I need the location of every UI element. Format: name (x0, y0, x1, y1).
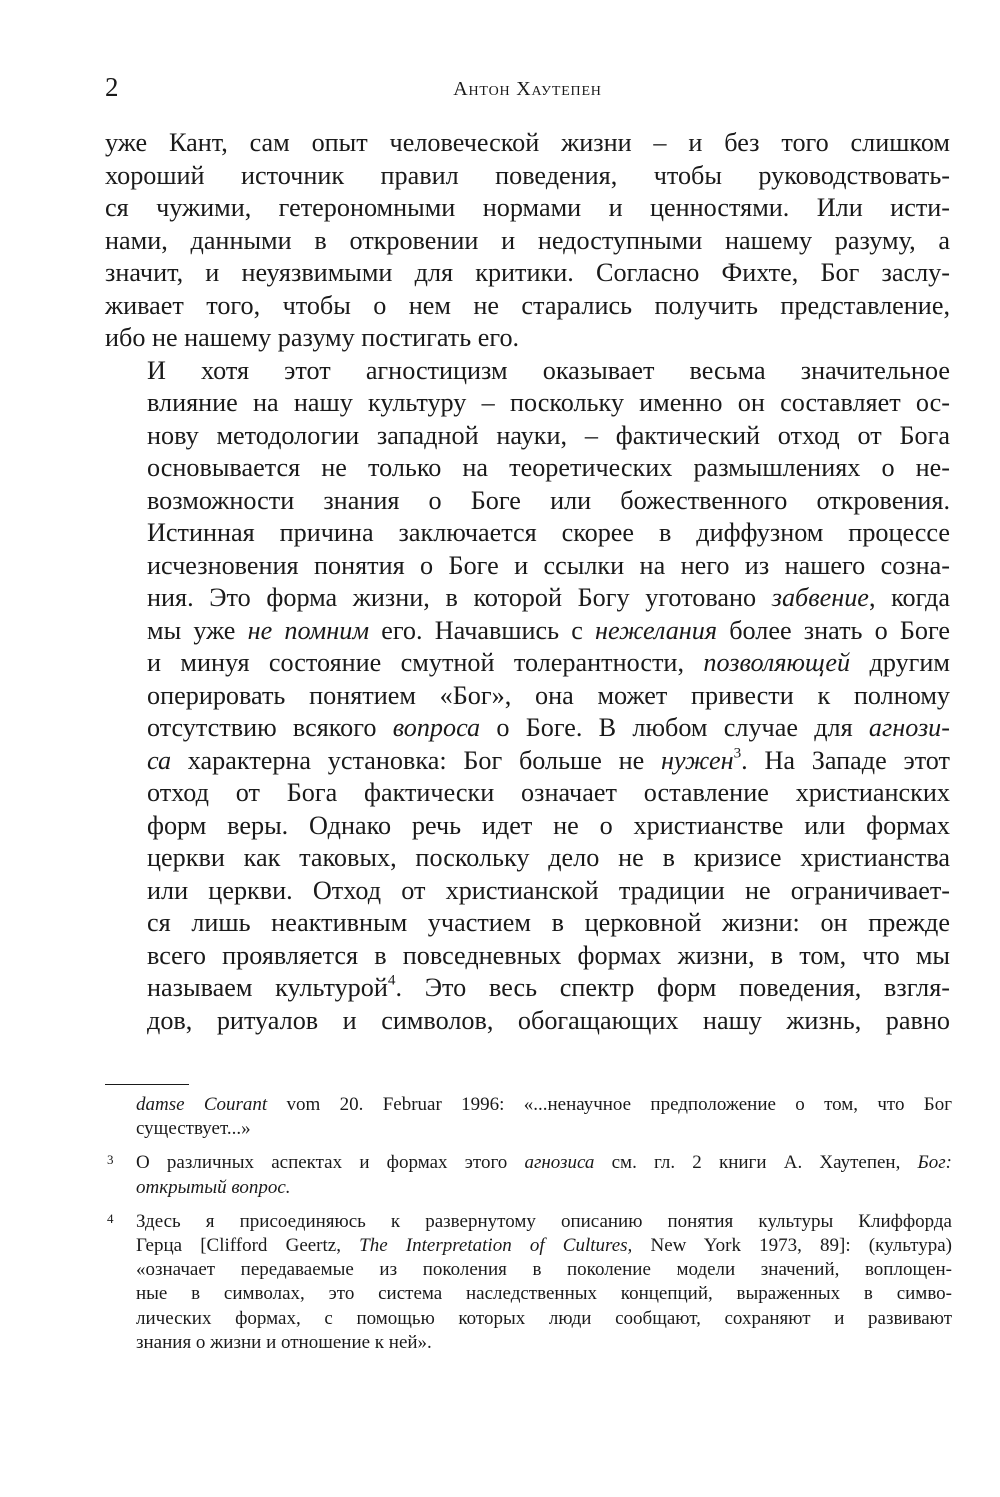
text-line: отход от Бога фактически означает оставление христианских (147, 778, 950, 807)
footnote-ref-3[interactable]: 3 (733, 744, 742, 762)
text-line: ся чужими, гетерономными нормами и ценностями. Или исти- (105, 193, 950, 222)
text-line: основывается не только на теоретических размышлениях о не- (147, 453, 950, 482)
italic-term: са (147, 745, 172, 775)
footnote-separator (105, 1084, 189, 1085)
text-run: О различных аспектах и формах этого (136, 1152, 525, 1174)
footnote-4 (105, 1210, 952, 1355)
text-run: мы уже (147, 615, 248, 645)
text-line: нову методологии западной науки, – фактический отход от Бога (147, 420, 950, 450)
footnote-line: «означает передаваемые из поколения в поколение модели значений, воплощен- (136, 1259, 952, 1281)
text-run: vom 20. Februar 1996: «...ненаучное предположение о том, что Бог (267, 1094, 952, 1115)
text-line (105, 972, 950, 1005)
italic-term: забвение (771, 583, 869, 612)
footnote-line (136, 1176, 952, 1200)
text-line: И хотя этот агностицизм оказывает весьма значительное (147, 355, 950, 385)
italic-term: открытый вопрос. (136, 1176, 291, 1198)
italic-term: нежелания (595, 615, 718, 645)
footnote-line (136, 1093, 952, 1117)
text-run: характерна установка: Бог больше не (171, 745, 661, 775)
text-line: возможности знания о Боге или божественного откровения. (147, 485, 950, 515)
text-run: и минуя состояние смутной толерантности, (147, 648, 704, 677)
text-line: форм веры. Однако речь идет не о христианстве или формах (147, 810, 950, 840)
text-run: отсутствию всякого (147, 713, 393, 742)
text-line: значит, и неуязвимыми для критики. Согласно Фихте, Бог заслу- (105, 258, 950, 287)
footnote-line: знания о жизни и отношение к ней». (136, 1331, 432, 1353)
text-run: , когда (868, 583, 950, 612)
footnote-line: Здесь я присоединяюсь к развернутому описанию понятия культуры Клиффорда (136, 1210, 952, 1232)
text-line: живает того, чтобы о нем не старались получить представление, (105, 290, 950, 320)
text-line (105, 712, 950, 745)
text-line: влияние на нашу культуру – поскольку именно он составляет ос- (147, 388, 950, 417)
text-line: Истинная причина заключается скорее в диффузном процессе (147, 518, 950, 547)
text-run: о Боге. В любом случае для (480, 713, 869, 742)
text-line: нами, данными в откровении и недоступными нашему разуму, а (105, 225, 950, 255)
text-line: дов, ритуалов и символов, обогащающих нашу жизнь, равно (147, 1005, 950, 1035)
footnote-line (136, 1234, 952, 1258)
paragraph-2 (105, 355, 950, 1038)
text-line: ибо не нашему разуму постигать его. (105, 323, 520, 352)
text-line: оперировать понятием «Бог», она может привести к полному (147, 680, 950, 710)
footnote-line: лических формах, с помощью которых люди сообщают, сохраняют и развивают (136, 1307, 952, 1329)
text-line (105, 615, 950, 648)
italic-title: The Interpretation of Cultures, (359, 1235, 633, 1257)
text-run: . На Западе этот (741, 745, 950, 775)
footnote-ref-4[interactable]: 4 (387, 971, 396, 989)
italic-term: не помним (247, 615, 370, 645)
text-run: Герца [Clifford Geertz, (136, 1235, 360, 1257)
italic-term: агнози- (868, 713, 950, 742)
text-run: ния. Это форма жизни, в которой Богу уготовано (147, 583, 772, 612)
text-line: всего проявляется в повседневных формах жизни, в том, что мы (147, 940, 950, 970)
text-run: другим (850, 648, 950, 677)
text-run: более знать о Боге (717, 615, 950, 645)
text-line (105, 745, 950, 778)
italic-term: damse Courant (136, 1094, 268, 1115)
footnote-continuation (105, 1093, 952, 1141)
italic-term: позволяющей (703, 648, 851, 677)
footnote-line: существует...» (136, 1118, 251, 1140)
page-number: 2 (105, 72, 119, 102)
page-header (105, 72, 950, 106)
text-run: . Это весь спектр форм поведения, взгля- (395, 973, 950, 1002)
italic-term: вопроса (392, 713, 481, 742)
text-run: называем культурой (147, 973, 388, 1002)
text-line (105, 647, 950, 680)
paragraph-1 (105, 127, 950, 355)
text-line: ся лишь неактивным участием в церковной жизни: он прежде (147, 908, 950, 937)
footnote-3 (105, 1151, 952, 1199)
footnotes (105, 1093, 952, 1365)
text-line: уже Кант, сам опыт человеческой жизни – и без того слишком (105, 128, 950, 157)
text-run: см. гл. 2 книги А. Хаутепен, (594, 1152, 918, 1174)
italic-term: Бог: (917, 1152, 952, 1174)
text-line: церкви как таковых, поскольку дело не в кризисе христианства (147, 843, 950, 872)
text-line: хороший источник правил поведения, чтобы руководствовать- (105, 160, 950, 190)
text-line: исчезновения понятия о Боге и ссылки на него из нашего созна- (147, 550, 950, 580)
footnote-mark: 3 (107, 1152, 114, 1168)
text-run: New York 1973, 89]: (культура) (632, 1235, 952, 1257)
text-line (105, 582, 950, 615)
running-head: Антон Хаутепен (453, 78, 602, 100)
text-line: или церкви. Отход от христианской традиции не ограничивает- (147, 875, 950, 905)
footnote-mark: 4 (107, 1210, 114, 1226)
italic-term: нужен (660, 745, 734, 775)
italic-term: агнозиса (524, 1152, 595, 1174)
main-text (105, 127, 950, 1037)
footnote-line: ные в символах, это система наследственных концепций, выраженных в симво- (136, 1283, 952, 1305)
footnote-line (136, 1151, 952, 1175)
text-run: его. Начавшись с (369, 615, 596, 645)
